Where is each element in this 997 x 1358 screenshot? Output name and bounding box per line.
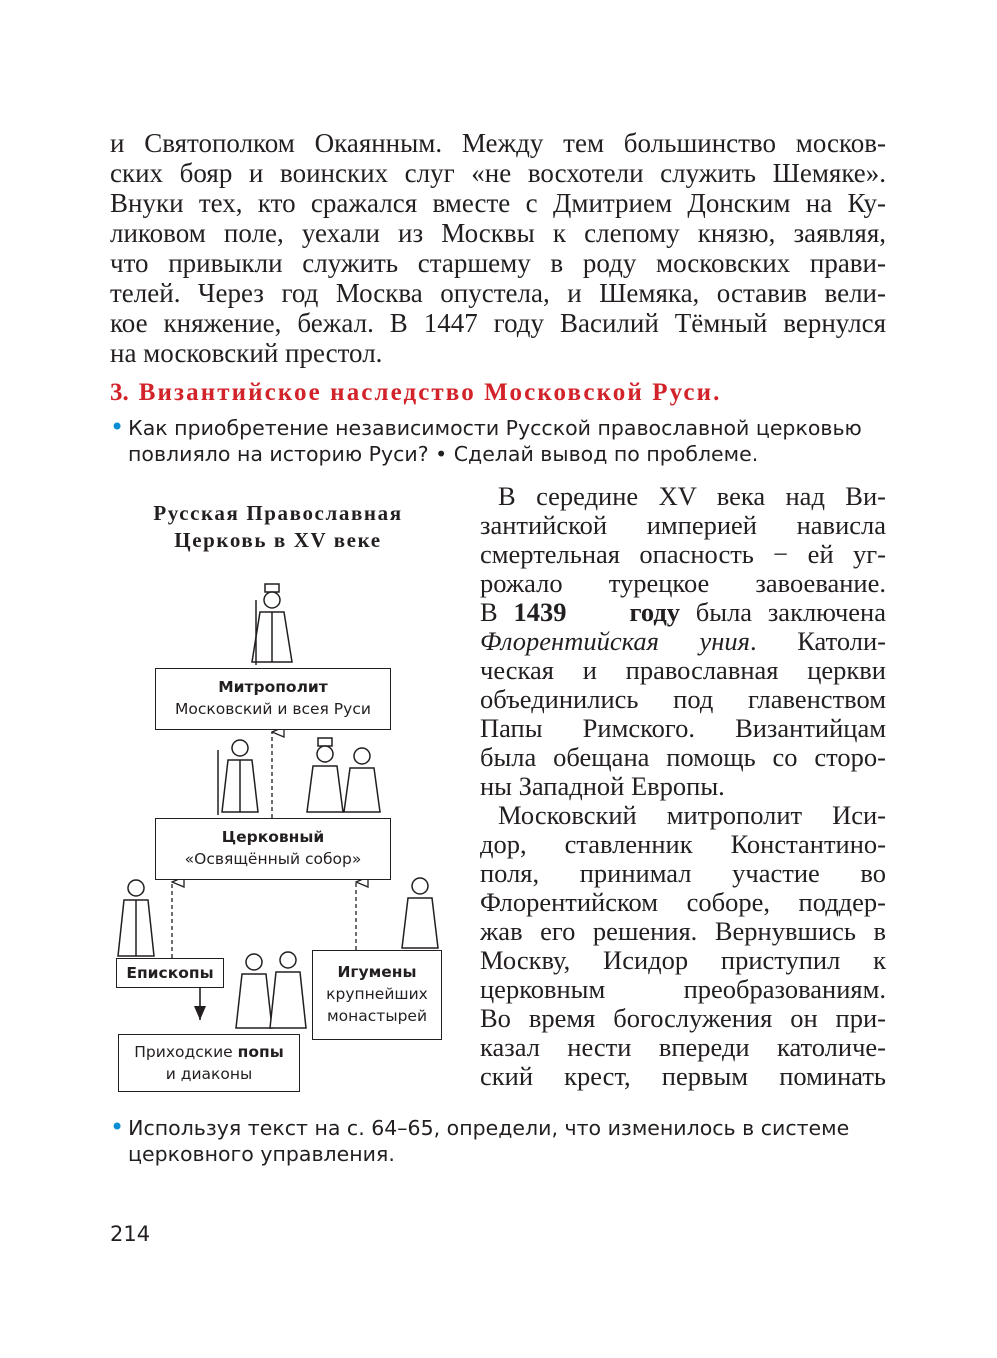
text-line: объединились под главенством	[480, 684, 886, 714]
metropolitan-box	[155, 668, 391, 730]
text-line: что привыкли служить старшему в роду московских прави-	[110, 248, 886, 278]
text-line: смертельная опасность − ей уг-	[480, 539, 886, 569]
text-line: дор, ставленник Константино-	[480, 829, 886, 859]
clergy-figure-bishop-left	[118, 880, 154, 956]
text-line: поля, принимал участие во	[480, 858, 886, 888]
word-bold: году	[629, 597, 681, 627]
box-heading: попы	[237, 1043, 284, 1061]
section-number: 3.	[110, 379, 129, 406]
text-line: Во время богослужения он при-	[480, 1003, 886, 1033]
clergy-figure-abbot	[402, 878, 438, 948]
text-line: казал нести впереди католиче-	[480, 1032, 886, 1062]
text-fragment: В	[480, 597, 514, 627]
box-heading: Митрополит	[218, 678, 328, 696]
text-line: ских бояр и воинских слуг «не восхотели служить Шемяке».	[110, 158, 886, 188]
bullet-icon: •	[110, 413, 125, 441]
year-bold: 1439	[513, 597, 567, 627]
clergy-figure-priests	[236, 952, 306, 1028]
priests-box	[118, 1034, 300, 1092]
text-line: рожало турецкое завоевание.	[480, 568, 886, 598]
text-line: ческая и православная церкви	[480, 655, 886, 685]
text-line: на московский престол.	[110, 338, 383, 368]
page-number: 214	[110, 1222, 151, 1246]
text-line: ликовом поле, уехали из Москвы к слепому князю, заявляя,	[110, 218, 886, 248]
task-line-2: церковного управления.	[128, 1142, 395, 1166]
text-line: церковным преобразованиям.	[480, 974, 886, 1004]
clergy-figure-metropolitan	[252, 584, 292, 665]
text-line: телей. Через год Москва опустела, и Шемяка, оставив вели-	[110, 278, 886, 308]
bishops-box	[116, 958, 224, 988]
council-box	[155, 818, 391, 880]
question-line: Как приобретение независимости Русской православной церковью	[128, 416, 862, 440]
box-heading: Епископы	[126, 964, 214, 982]
text-fragment: . Католи-	[750, 626, 886, 656]
box-subtext: и диаконы	[165, 1065, 253, 1083]
text-line	[480, 598, 886, 627]
box-subtext: крупнейших	[326, 985, 428, 1003]
text-line: Москву, Исидор приступил к	[480, 945, 886, 975]
box-heading: Игумены	[337, 963, 417, 981]
text-line: Внуки тех, кто сражался вместе с Дмитрием Донским на Ку-	[110, 188, 886, 218]
box-subtext: «Освящённый собор»	[184, 850, 362, 868]
text-line: Папы Римского. Византийцам	[480, 713, 886, 743]
diagram-title: Русская Православная	[153, 501, 403, 525]
abbots-box	[312, 950, 442, 1040]
text-line: ский крест, первым поминать	[480, 1061, 886, 1091]
question-line-2: повлияло на историю Руси? • Сделай вывод по проблеме.	[128, 442, 759, 466]
diagram-title: Церковь в XV веке	[174, 528, 382, 552]
text-line: была обещана помощь со сторо-	[480, 742, 886, 772]
text-line: В середине XV века над Ви-	[498, 481, 886, 511]
text-line: Флорентийском соборе, поддер-	[480, 887, 886, 917]
box-prefix: Приходские	[134, 1043, 238, 1061]
bullet-icon: •	[110, 1113, 125, 1141]
text-line	[480, 627, 886, 656]
box-subtext: монастырей	[326, 1007, 428, 1025]
box-subtext: Московский и всея Руси	[175, 700, 371, 718]
text-line: жав его решения. Вернувшись в	[480, 916, 886, 946]
clergy-figure-bishop	[218, 740, 258, 815]
italic-term: Флорентийская уния	[480, 626, 750, 656]
text-line: зантийской империей нависла	[480, 510, 886, 540]
text-line: кое княжение, бежал. В 1447 году Василий Тёмный вернулся	[110, 308, 886, 338]
task-line: Используя текст на с. 64–65, определи, что изменилось в системе	[128, 1116, 850, 1140]
text-fragment: была заключена	[680, 597, 886, 627]
box-heading: Церковный	[221, 828, 325, 846]
text-line: ны Западной Европы.	[480, 771, 725, 801]
section-title: Византийское наследство Московской Руси.	[138, 379, 722, 406]
text-line: и Святополком Окаянным. Между тем большинство москов-	[110, 128, 886, 158]
text-line: Московский митрополит Иси-	[498, 800, 886, 830]
task-bullet	[110, 1114, 900, 1142]
clergy-figure-monk	[307, 738, 380, 812]
